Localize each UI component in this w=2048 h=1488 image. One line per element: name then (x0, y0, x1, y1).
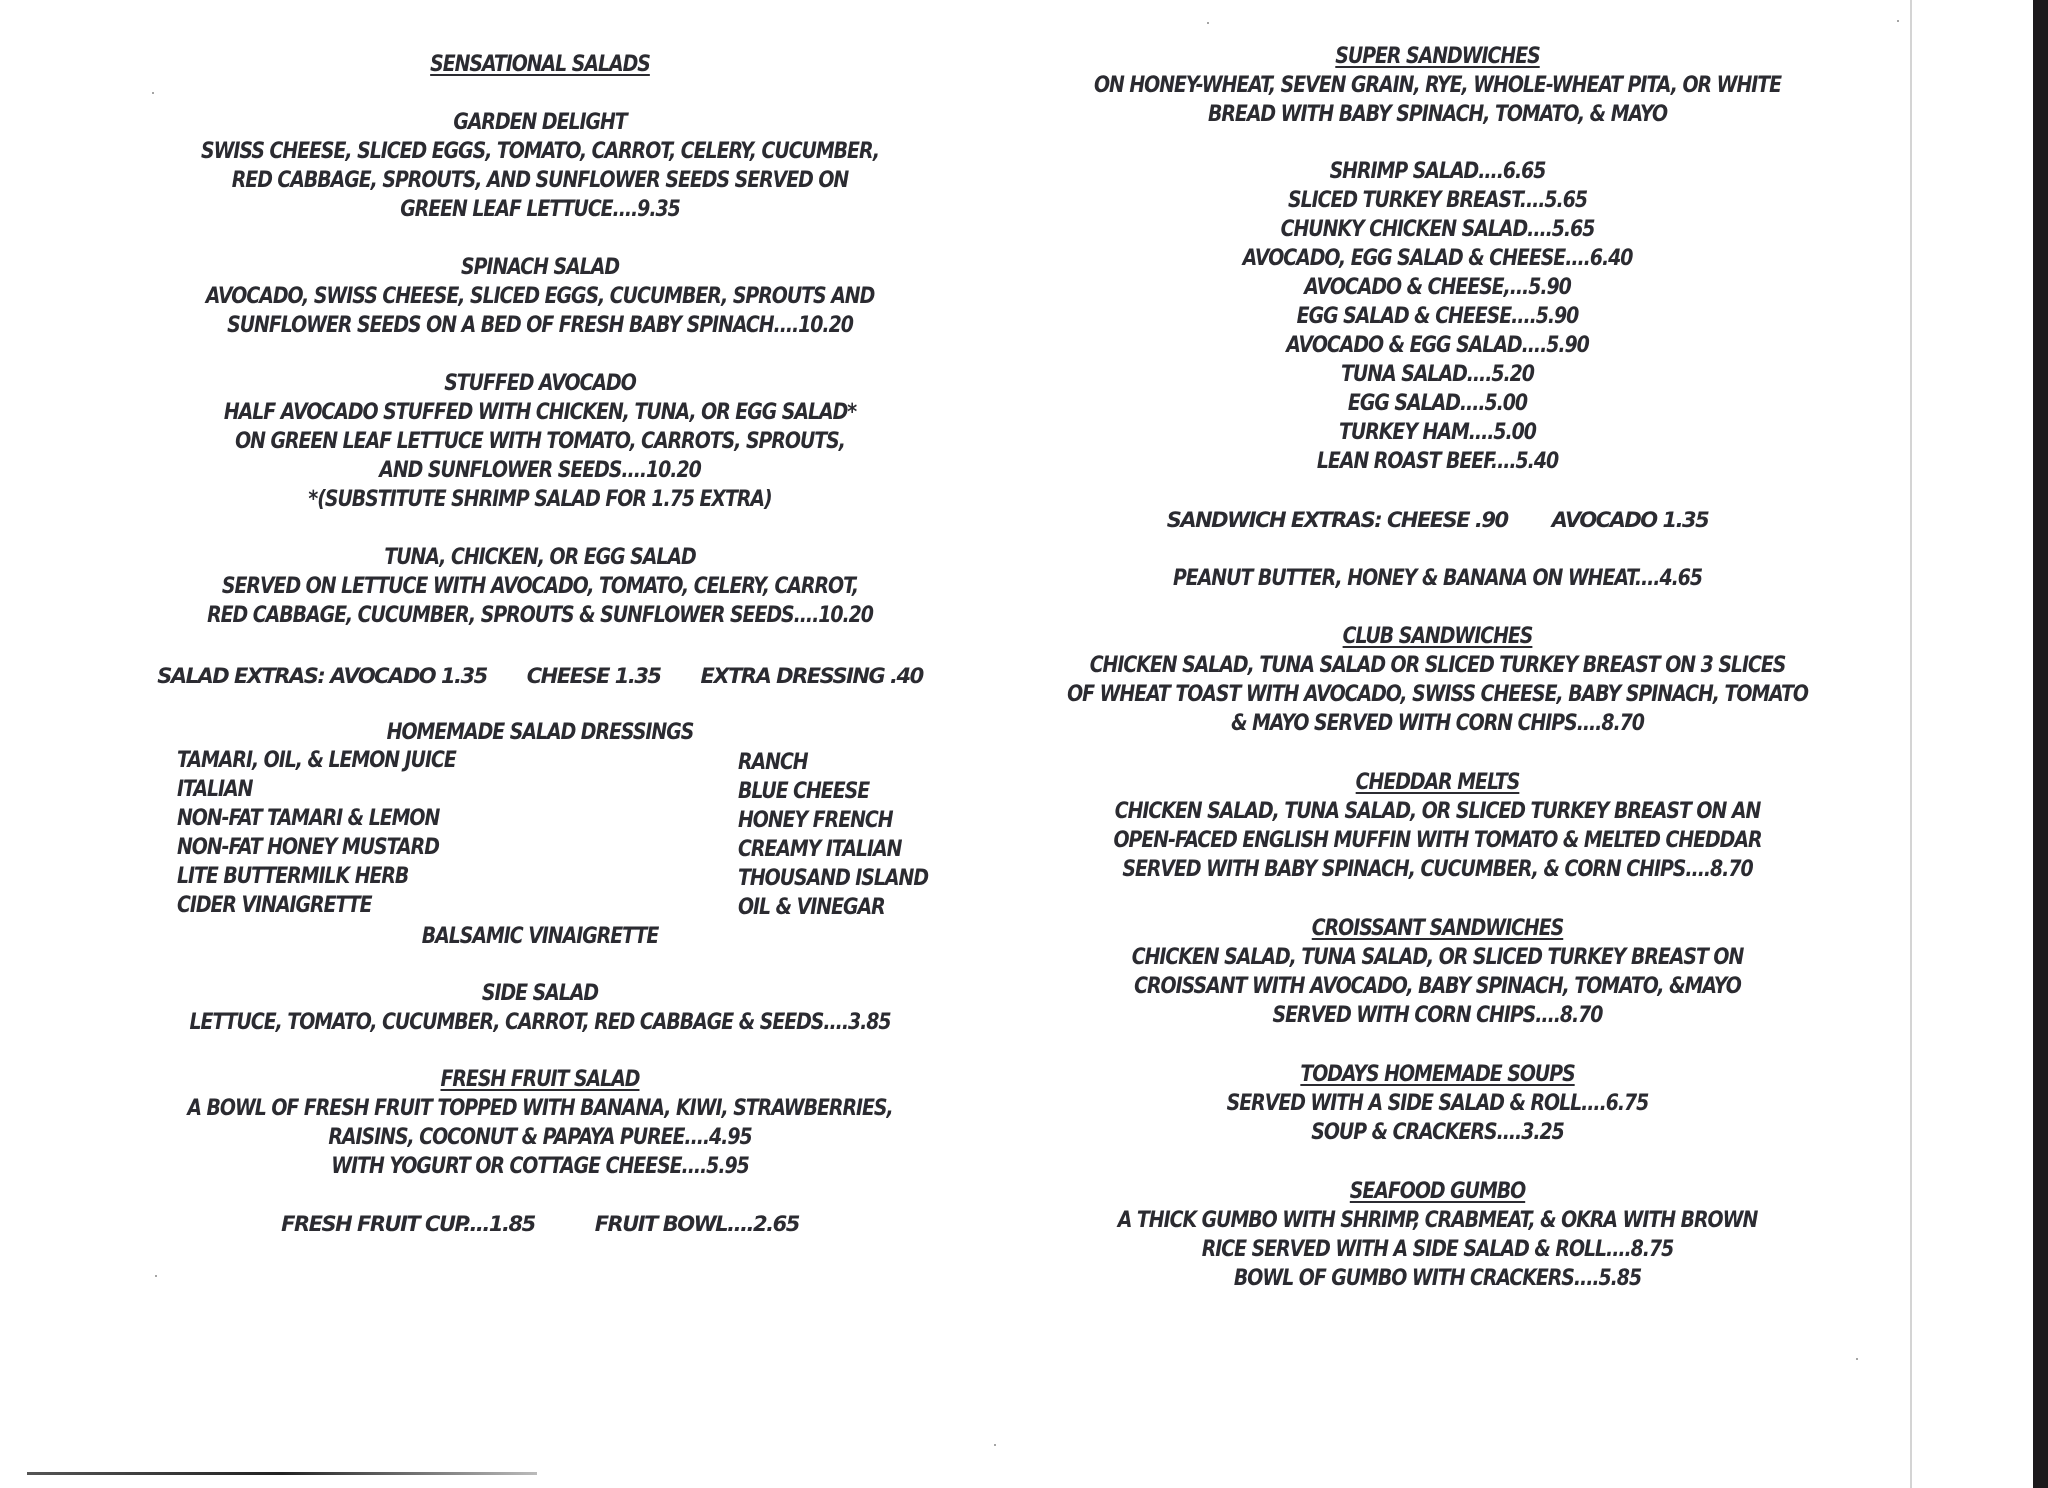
dressing-item: HONEY FRENCH (738, 808, 893, 833)
fresh-fruit-cup: FRESH FRUIT CUP....1.85 (281, 1212, 535, 1236)
item-description-price: & MAYO SERVED WITH CORN CHIPS....8.70 (1231, 711, 1644, 736)
sandwich-item: CHUNKY CHICKEN SALAD....5.65 (1280, 217, 1595, 242)
sandwich-item: AVOCADO & EGG SALAD....5.90 (1286, 333, 1589, 358)
dressing-item: NON-FAT HONEY MUSTARD (177, 835, 439, 860)
croissant-sandwiches-section (1000, 914, 1875, 1030)
item-description: CROISSANT WITH AVOCADO, BABY SPINACH, TOMATO, &MAYO (1134, 974, 1741, 999)
sandwich-item: SLICED TURKEY BREAST....5.65 (1288, 188, 1587, 213)
item-description-price: SERVED WITH CORN CHIPS....8.70 (1272, 1003, 1603, 1028)
item-name: SIDE SALAD (481, 981, 599, 1006)
sandwich-extras (1000, 506, 1875, 535)
sandwich-item: EGG SALAD & CHEESE....5.90 (1296, 304, 1579, 329)
item-description-price: RICE SERVED WITH A SIDE SALAD & ROLL....8.75 (1201, 1237, 1674, 1262)
item-description-price: SUNFLOWER SEEDS ON A BED OF FRESH BABY SPINACH....10.20 (227, 313, 853, 338)
item-description: AVOCADO, SWISS CHEESE, SLICED EGGS, CUCUMBER, SPROUTS AND (205, 284, 875, 309)
item-name: GARDEN DELIGHT (453, 110, 627, 135)
scan-edge (2033, 0, 2048, 1488)
item-footnote: *(SUBSTITUTE SHRIMP SALAD FOR 1.75 EXTRA) (308, 487, 772, 512)
item-name: STUFFED AVOCADO (444, 371, 636, 396)
extra-cheese: CHEESE 1.35 (526, 664, 661, 688)
section-subtitle: BREAD WITH BABY SPINACH, TOMATO, & MAYO (1208, 102, 1667, 127)
menu-item-garden-delight (110, 108, 970, 224)
dressing-item: CREAMY ITALIAN (738, 837, 902, 862)
scan-speck (994, 1444, 996, 1446)
item-description-price: RAISINS, COCONUT & PAPAYA PUREE....4.95 (328, 1125, 752, 1150)
dressings-list-left (177, 746, 501, 920)
item-description: OPEN-FACED ENGLISH MUFFIN WITH TOMATO & MELTED CHEDDAR (1113, 828, 1762, 853)
extra-avocado: SALAD EXTRAS: AVOCADO 1.35 (157, 664, 487, 688)
sandwich-item: TURKEY HAM....5.00 (1339, 420, 1536, 445)
dressing-item: OIL & VINEGAR (738, 895, 885, 920)
menu-item-spinach-salad (110, 253, 970, 340)
item-description: SWISS CHEESE, SLICED EGGS, TOMATO, CARROT, CELERY, CUCUMBER, (200, 139, 880, 164)
item-name: SPINACH SALAD (461, 255, 619, 280)
fruit-extras (110, 1210, 970, 1239)
dressing-item: CIDER VINAIGRETTE (177, 893, 372, 918)
item-description: ON GREEN LEAF LETTUCE WITH TOMATO, CARROTS, SPROUTS, (235, 429, 845, 454)
section-title: SUPER SANDWICHES (1335, 44, 1540, 69)
item-description: CHICKEN SALAD, TUNA SALAD, OR SLICED TURKEY BREAST ON AN (1114, 799, 1761, 824)
item-description-price: LETTUCE, TOMATO, CUCUMBER, CARROT, RED CABBAGE & SEEDS....3.85 (189, 1010, 891, 1035)
homemade-soups-section (1000, 1060, 1875, 1147)
item-description-price: RED CABBAGE, CUCUMBER, SPROUTS & SUNFLOWER SEEDS....10.20 (207, 603, 873, 628)
dressing-item: RANCH (738, 750, 808, 775)
item-description-price: WITH YOGURT OR COTTAGE CHEESE....5.95 (331, 1154, 749, 1179)
item-description-price: BOWL OF GUMBO WITH CRACKERS....5.85 (1233, 1266, 1642, 1291)
fruit-bowl: FRUIT BOWL....2.65 (594, 1212, 799, 1236)
item-description-price: SERVED WITH A SIDE SALAD & ROLL....6.75 (1226, 1091, 1649, 1116)
scan-speck (155, 1275, 157, 1277)
item-description: HALF AVOCADO STUFFED WITH CHICKEN, TUNA, OR EGG SALAD* (223, 400, 857, 425)
sandwich-item: EGG SALAD....5.00 (1347, 391, 1528, 416)
item-description: CHICKEN SALAD, TUNA SALAD OR SLICED TURKEY BREAST ON 3 SLICES (1089, 653, 1786, 678)
dressing-item: TAMARI, OIL, & LEMON JUICE (177, 748, 456, 773)
dressing-item: BLUE CHEESE (738, 779, 870, 804)
fresh-fruit-salad-section (110, 1065, 970, 1181)
item-description: CHICKEN SALAD, TUNA SALAD, OR SLICED TURKEY BREAST ON (1131, 945, 1744, 970)
fold-line (1910, 0, 1912, 1488)
sandwich-item: TUNA SALAD....5.20 (1341, 362, 1534, 387)
sensational-salads-section (110, 50, 970, 79)
dressings-title-block (110, 718, 970, 747)
item-description-price: SERVED WITH BABY SPINACH, CUCUMBER, & CORN CHIPS....8.70 (1122, 857, 1753, 882)
section-title: TODAYS HOMEMADE SOUPS (1300, 1062, 1575, 1087)
bottom-rule (27, 1472, 537, 1475)
club-sandwiches-section (1000, 622, 1875, 738)
section-title: SENSATIONAL SALADS (430, 52, 650, 77)
item-description-price: PEANUT BUTTER, HONEY & BANANA ON WHEAT....4.65 (1172, 566, 1703, 591)
section-title: CHEDDAR MELTS (1355, 770, 1520, 795)
menu-item-tuna-chicken-egg-salad (110, 543, 970, 630)
scan-speck (1897, 20, 1899, 22)
extra-dressing: EXTRA DRESSING .40 (700, 664, 923, 688)
dressing-item: ITALIAN (177, 777, 253, 802)
menu-item-side-salad (110, 979, 970, 1037)
scan-speck (1207, 22, 1209, 24)
dressing-item: NON-FAT TAMARI & LEMON (177, 806, 440, 831)
dressings-list-right (738, 748, 959, 922)
scan-speck (1856, 1358, 1858, 1360)
dressing-balsamic (110, 922, 970, 951)
section-title: FRESH FRUIT SALAD (440, 1067, 640, 1092)
salad-extras (110, 662, 970, 691)
sandwich-item: LEAN ROAST BEEF....5.40 (1316, 449, 1559, 474)
dressing-item: THOUSAND ISLAND (738, 866, 929, 891)
menu-item-pb-honey-banana (1000, 564, 1875, 593)
cheddar-melts-section (1000, 768, 1875, 884)
item-description: A THICK GUMBO WITH SHRIMP, CRABMEAT, & OKRA WITH BROWN (1117, 1208, 1758, 1233)
item-description-price: GREEN LEAF LETTUCE....9.35 (400, 197, 680, 222)
dressing-item: LITE BUTTERMILK HERB (177, 864, 409, 889)
dressings-title: HOMEMADE SALAD DRESSINGS (386, 720, 694, 745)
item-description-price: AND SUNFLOWER SEEDS....10.20 (379, 458, 701, 483)
item-description: SERVED ON LETTUCE WITH AVOCADO, TOMATO, CELERY, CARROT, (221, 574, 859, 599)
section-title: SEAFOOD GUMBO (1349, 1179, 1526, 1204)
extra-avocado: AVOCADO 1.35 (1551, 508, 1709, 532)
section-title: CROISSANT SANDWICHES (1311, 916, 1564, 941)
sandwich-item: AVOCADO & CHEESE,...5.90 (1304, 275, 1571, 300)
super-sandwiches-section (1000, 42, 1875, 129)
dressing-item: BALSAMIC VINAIGRETTE (421, 924, 659, 949)
item-name: TUNA, CHICKEN, OR EGG SALAD (384, 545, 696, 570)
item-description: A BOWL OF FRESH FRUIT TOPPED WITH BANANA, KIWI, STRAWBERRIES, (187, 1096, 893, 1121)
sandwich-item: AVOCADO, EGG SALAD & CHEESE....6.40 (1242, 246, 1633, 271)
scan-speck (152, 92, 154, 94)
item-description: RED CABBAGE, SPROUTS, AND SUNFLOWER SEEDS SERVED ON (231, 168, 849, 193)
item-description: OF WHEAT TOAST WITH AVOCADO, SWISS CHEESE, BABY SPINACH, TOMATO (1067, 682, 1808, 707)
sandwich-item: SHRIMP SALAD....6.65 (1329, 159, 1546, 184)
sandwich-list (1000, 157, 1875, 476)
seafood-gumbo-section (1000, 1177, 1875, 1293)
section-subtitle: ON HONEY-WHEAT, SEVEN GRAIN, RYE, WHOLE-WHEAT PITA, OR WHITE (1093, 73, 1782, 98)
menu-item-stuffed-avocado (110, 369, 970, 514)
section-title: CLUB SANDWICHES (1342, 624, 1533, 649)
extra-cheese: SANDWICH EXTRAS: CHEESE .90 (1166, 508, 1508, 532)
item-description-price: SOUP & CRACKERS....3.25 (1311, 1120, 1564, 1145)
